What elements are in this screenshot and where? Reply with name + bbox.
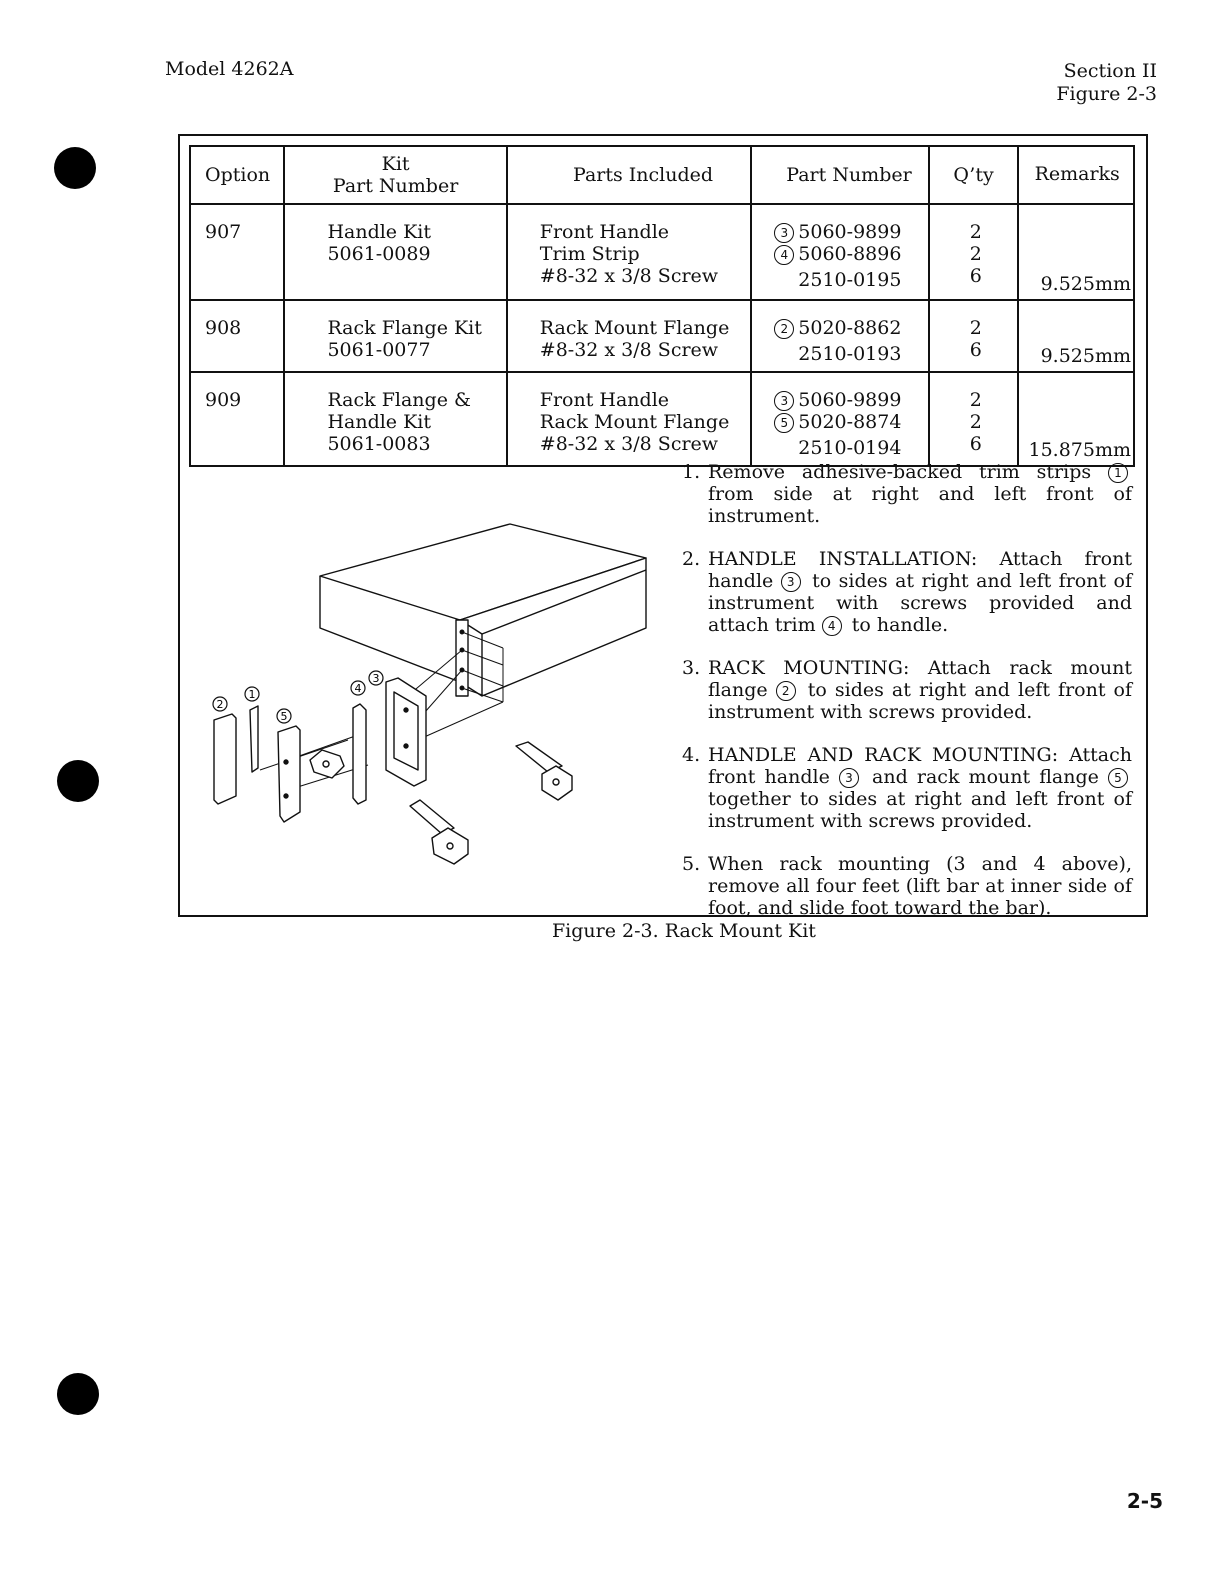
header-kit-part-number: [284, 146, 506, 204]
instruction-item: [682, 548, 1132, 636]
part-number-line: [774, 265, 921, 291]
instrument-cabinet: [320, 524, 646, 696]
instruction-text: HANDLE INSTALLATION: Attach front handle: [708, 548, 1132, 592]
callout-ref-icon: 5: [1108, 768, 1128, 788]
instruction-text: to sides at right and left front of instrument with screws provided.: [708, 679, 1132, 723]
instruction-text: from side at right and left front of instrument.: [708, 483, 1132, 527]
qty-value: 2: [969, 243, 982, 265]
header-part-number: Part Number: [751, 146, 928, 204]
part-number-line: [774, 243, 921, 265]
instruction-text: and rack mount flange: [862, 766, 1108, 788]
callout-text: 1: [248, 688, 256, 701]
row-kit: [284, 204, 506, 300]
kit-line: Rack Flange &: [327, 389, 471, 411]
part-line: #8-32 x 3/8 Screw: [539, 433, 719, 455]
row-remarks: 9.525mm: [1018, 204, 1134, 300]
part-number: 2510-0195: [798, 269, 902, 291]
part-number: 5060-8896: [798, 243, 902, 265]
kit-line: 5061-0077: [327, 339, 431, 361]
callout-ref-icon: 3: [774, 223, 794, 243]
foot-part: [516, 742, 572, 800]
instruction-text: to sides at right and left front of instrument with screws provided and attach trim: [708, 570, 1132, 636]
header-option: Option: [190, 146, 284, 204]
foot-part: [410, 800, 468, 864]
page-number: 2-5: [1126, 1489, 1163, 1513]
figure-reference: Figure 2-3: [1056, 83, 1157, 105]
instruction-number: 1.: [682, 461, 701, 483]
callout-ref-icon: 2: [776, 681, 796, 701]
spacer-strip-part: [250, 706, 258, 772]
callout-5: [277, 709, 291, 723]
callout-text: 4: [354, 682, 362, 695]
part-line: Trim Strip: [539, 243, 640, 265]
row-option: 907: [190, 204, 284, 300]
instruction-text: together to sides at right and left front of instrument with screws provided.: [708, 788, 1132, 832]
header-qty: Q’ty: [929, 146, 1019, 204]
figure-caption: Figure 2-3. Rack Mount Kit: [552, 920, 816, 942]
callout-ref-icon: 3: [781, 572, 801, 592]
part-number-line: [774, 339, 921, 365]
qty-value: 6: [969, 265, 982, 287]
instruction-text: Remove adhesive-backed trim strips: [708, 461, 1108, 483]
row-qty: [929, 300, 1019, 372]
instruction-text: When rack mounting (3 and 4 above), remove all four feet (lift bar at inner side of foot, and slide foot toward the bar).: [708, 853, 1132, 919]
callout-ref-icon: 2: [774, 319, 794, 339]
part-number: 5060-9899: [798, 389, 902, 411]
row-remarks: 15.875mm: [1018, 372, 1134, 466]
table-header-row: [190, 146, 1134, 204]
row-part-numbers: [751, 300, 928, 372]
instruction-item: [682, 853, 1132, 919]
side-panel-part: [214, 714, 236, 804]
part-line: Front Handle: [539, 389, 670, 411]
qty-value: 6: [969, 339, 982, 361]
callout-ref-icon: 4: [822, 616, 842, 636]
callout-ref-icon: 1: [1108, 463, 1128, 483]
callout-ref-icon: 3: [839, 768, 859, 788]
model-label: Model 4262A: [165, 58, 294, 80]
binder-hole-top: [54, 147, 96, 189]
row-part-numbers: [751, 372, 928, 466]
callout-ref-icon: 5: [774, 413, 794, 433]
part-number-line: [774, 317, 921, 339]
rack-mount-exploded-diagram: [198, 510, 648, 870]
callout-2: [213, 697, 227, 711]
row-kit: [284, 372, 506, 466]
instruction-text: to handle.: [845, 614, 949, 636]
trim-strip-part: [353, 704, 366, 804]
rack-flange-part: [278, 726, 300, 822]
part-number: 2510-0193: [798, 343, 902, 365]
front-handle-part: [386, 678, 426, 786]
callout-1: [245, 687, 259, 701]
part-number: 5060-9899: [798, 221, 902, 243]
header-parts-included: Parts Included: [507, 146, 752, 204]
qty-value: 2: [969, 317, 982, 339]
kit-line: Handle Kit: [327, 411, 432, 433]
instruction-text: RACK MOUNTING: Attach rack mount flange: [708, 657, 1132, 701]
binder-hole-middle: [57, 760, 99, 802]
row-remarks: 9.525mm: [1018, 300, 1134, 372]
row-parts: [507, 300, 752, 372]
row-option: 908: [190, 300, 284, 372]
qty-value: 2: [969, 221, 982, 243]
part-line: Rack Mount Flange: [539, 317, 730, 339]
header-kit-line2: Part Number: [332, 175, 459, 197]
table-row: [190, 372, 1134, 466]
callout-text: 5: [280, 710, 288, 723]
part-line: #8-32 x 3/8 Screw: [539, 265, 719, 287]
installation-instructions: [682, 461, 1132, 940]
row-part-numbers: [751, 204, 928, 300]
kit-line: 5061-0083: [327, 433, 431, 455]
callout-text: 2: [216, 698, 224, 711]
kit-line: 5061-0089: [327, 243, 431, 265]
part-number-line: [774, 433, 921, 459]
instruction-number: 5.: [682, 853, 701, 875]
part-number-line: [774, 411, 921, 433]
qty-value: 6: [969, 433, 982, 455]
instruction-number: 4.: [682, 744, 701, 766]
qty-value: 2: [969, 411, 982, 433]
table-row: [190, 300, 1134, 372]
row-option: 909: [190, 372, 284, 466]
part-line: Rack Mount Flange: [539, 411, 730, 433]
binder-hole-bottom: [57, 1373, 99, 1415]
row-qty: [929, 204, 1019, 300]
kit-line: Handle Kit: [327, 221, 432, 243]
row-qty: [929, 372, 1019, 466]
part-line: Front Handle: [539, 221, 670, 243]
instruction-number: 3.: [682, 657, 701, 679]
kit-line: Rack Flange Kit: [327, 317, 482, 339]
instruction-text: HANDLE AND RACK MOUNTING: Attach front handle: [708, 744, 1132, 788]
instruction-item: [682, 744, 1132, 832]
part-line: #8-32 x 3/8 Screw: [539, 339, 719, 361]
row-parts: [507, 204, 752, 300]
section-label: [1056, 60, 1157, 106]
callout-ref-icon: 4: [774, 245, 794, 265]
part-number: 5020-8862: [798, 317, 902, 339]
part-number-line: [774, 221, 921, 243]
row-kit: [284, 300, 506, 372]
part-number-line: [774, 389, 921, 411]
header-remarks: Remarks: [1018, 146, 1134, 204]
rack-mount-kit-table: [189, 145, 1135, 467]
instruction-number: 2.: [682, 548, 701, 570]
part-number: 5020-8874: [798, 411, 902, 433]
table-row: [190, 204, 1134, 300]
callout-4: [351, 681, 365, 695]
section-name: Section II: [1063, 60, 1157, 82]
row-parts: [507, 372, 752, 466]
callout-3: [369, 671, 383, 685]
instruction-item: [682, 461, 1132, 527]
part-number: 2510-0194: [798, 437, 902, 459]
header-kit-line1: Kit: [381, 153, 410, 175]
qty-value: 2: [969, 389, 982, 411]
callout-text: 3: [372, 672, 380, 685]
callout-ref-icon: 3: [774, 391, 794, 411]
instruction-item: [682, 657, 1132, 723]
